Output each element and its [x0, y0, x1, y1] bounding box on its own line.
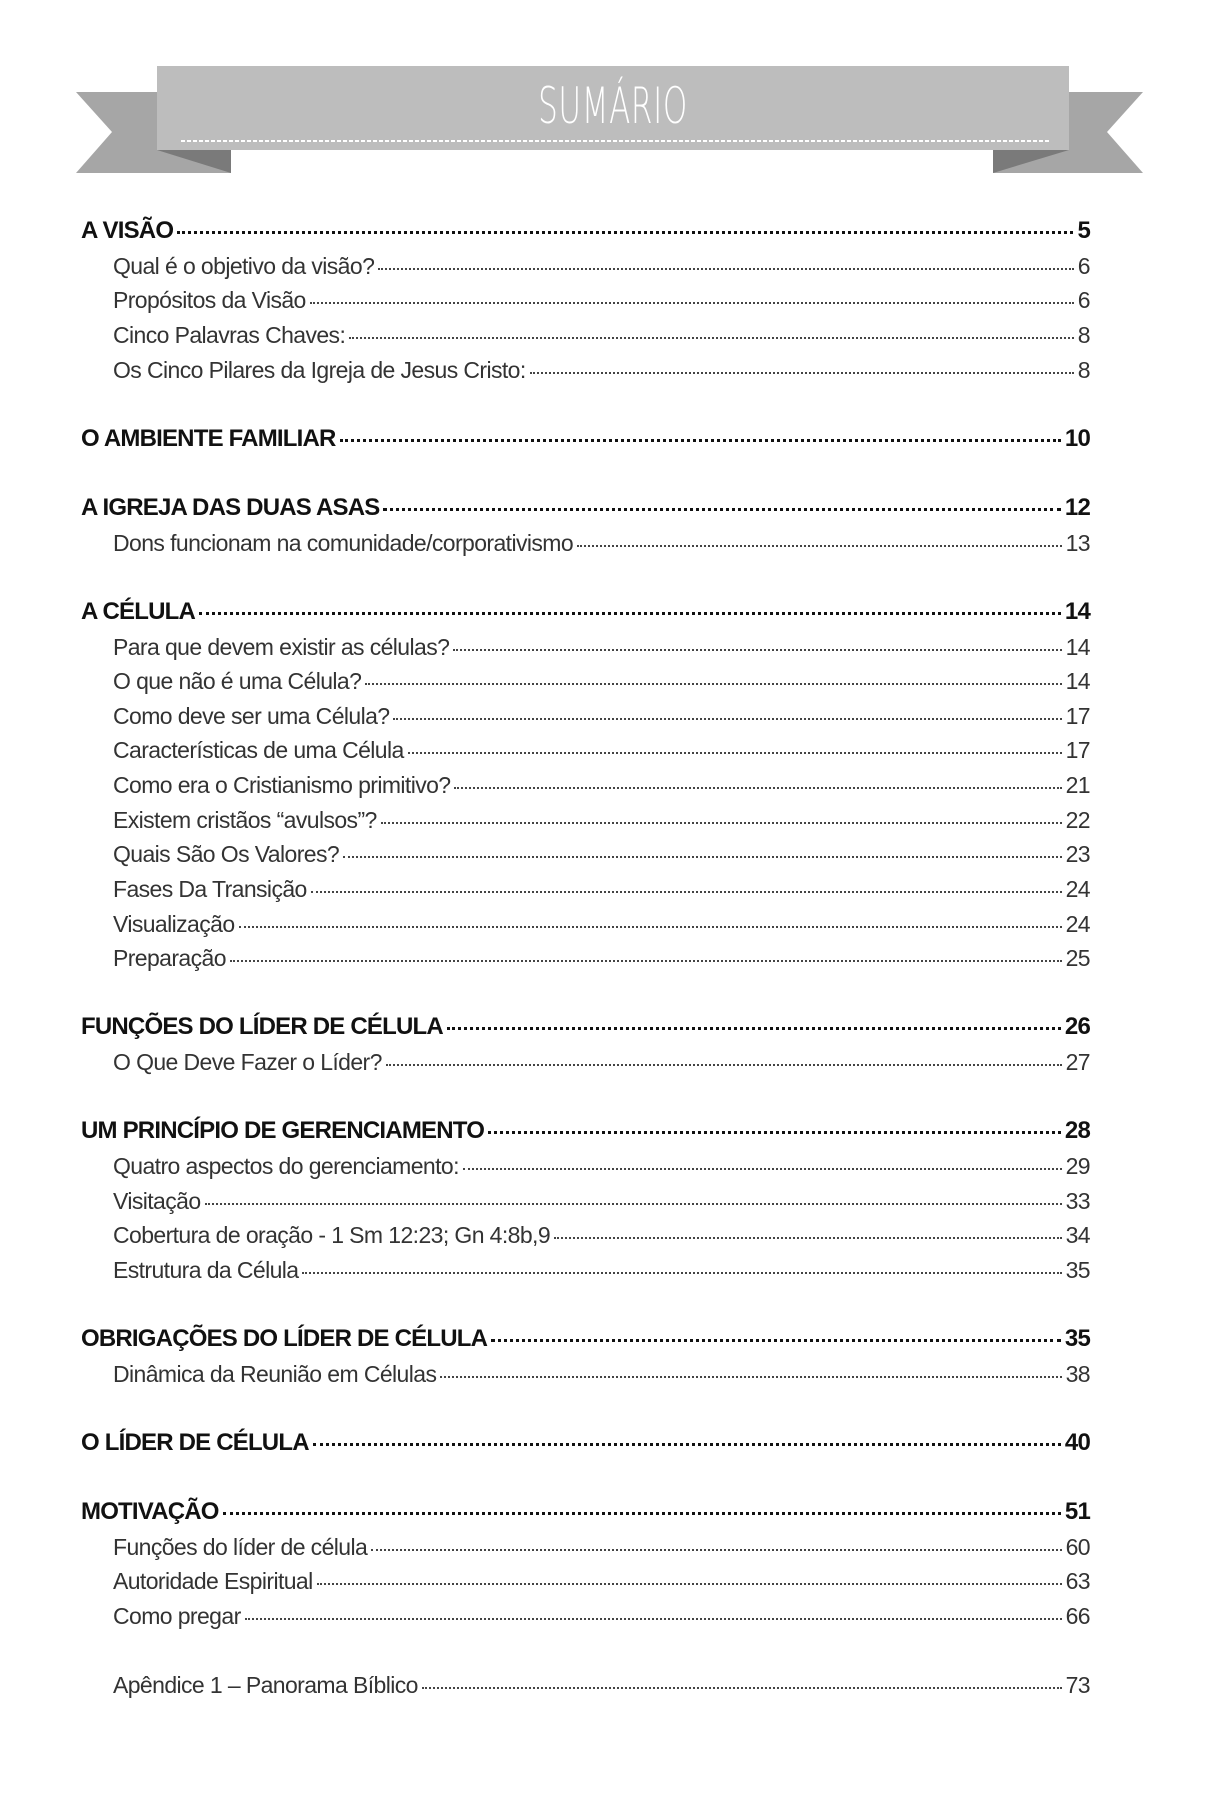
toc-entry-label: A VISÃO — [81, 217, 174, 244]
toc-entry-label: Estrutura da Célula — [113, 1256, 299, 1283]
toc-entry-label: Preparação — [113, 945, 226, 972]
toc-entry-label: Dinâmica da Reunião em Células — [113, 1360, 437, 1387]
toc-entry-label: Visualização — [113, 910, 235, 937]
toc-page-number: 73 — [1065, 1672, 1090, 1699]
toc-page-number: 28 — [1064, 1117, 1090, 1145]
toc-page-number: 24 — [1065, 910, 1090, 937]
toc-entry-label: O Que Deve Fazer o Líder? — [113, 1049, 382, 1075]
toc-page-number: 12 — [1064, 494, 1090, 521]
toc-page-number: 23 — [1065, 841, 1090, 868]
toc-subentry — [81, 941, 1090, 976]
toc-page-number: 60 — [1065, 1533, 1090, 1560]
toc-page-number: 21 — [1065, 772, 1090, 798]
toc-entry-label: Existem cristãos “avulsos”? — [113, 806, 377, 833]
toc-page-number: 29 — [1065, 1152, 1090, 1179]
toc-entry-label: Cinco Palavras Chaves: — [113, 321, 346, 348]
toc-page-number: 22 — [1065, 806, 1090, 833]
toc-subentry — [81, 664, 1090, 699]
toc-subentry — [81, 1357, 1090, 1392]
toc-page-number: 35 — [1064, 1325, 1090, 1352]
dot-leader — [343, 856, 1062, 858]
toc-subentry — [81, 872, 1090, 907]
toc-subentry — [81, 699, 1090, 734]
toc-section-entry — [81, 1114, 1090, 1149]
toc-subentry — [81, 803, 1090, 838]
dot-leader — [381, 822, 1062, 824]
dot-leader — [199, 612, 1061, 615]
toc-entry-label: Cobertura de oração - 1 Sm 12:23; Gn 4:8b,9 — [113, 1222, 551, 1249]
toc-entry-label: Quais São Os Valores? — [113, 841, 340, 868]
dot-leader — [223, 1512, 1061, 1515]
toc-entry-label: MOTIVAÇÃO — [81, 1498, 219, 1526]
toc-subentry — [81, 283, 1090, 318]
toc-entry-label: Como era o Cristianismo primitivo? — [113, 772, 451, 798]
dot-leader — [463, 1168, 1062, 1170]
toc-section-entry — [81, 214, 1090, 249]
toc-entry-label: Qual é o objetivo da visão? — [113, 252, 375, 279]
dot-leader — [310, 302, 1074, 304]
toc-entry-label: O AMBIENTE FAMILIAR — [81, 424, 336, 452]
toc-page-number: 8 — [1077, 321, 1090, 348]
toc-page-number: 5 — [1077, 217, 1090, 244]
toc-subentry — [81, 249, 1090, 284]
toc-page-number: 27 — [1065, 1049, 1090, 1075]
dot-leader — [440, 1376, 1061, 1378]
toc-page-number: 26 — [1064, 1013, 1090, 1041]
toc-section-entry — [81, 1322, 1090, 1357]
dot-leader — [177, 231, 1073, 234]
toc-subentry — [81, 353, 1090, 388]
toc-entry-label: Propósitos da Visão — [113, 287, 306, 314]
toc-page-number: 10 — [1064, 424, 1090, 452]
toc-entry-label: A IGREJA DAS DUAS ASAS — [81, 494, 380, 521]
toc-page-number: 66 — [1065, 1603, 1090, 1629]
toc-subentry — [81, 907, 1090, 942]
toc-subentry — [81, 1530, 1090, 1565]
toc-entry-label: Apêndice 1 – Panorama Bíblico — [113, 1672, 418, 1699]
dot-leader — [302, 1272, 1061, 1274]
dot-leader — [530, 372, 1074, 374]
toc-entry-label: Fases Da Transição — [113, 875, 307, 902]
dot-leader — [488, 1131, 1061, 1134]
toc-page-number: 51 — [1064, 1498, 1090, 1526]
toc-subentry — [81, 630, 1090, 665]
toc-subentry — [81, 1668, 1090, 1703]
toc-subentry — [81, 1184, 1090, 1219]
toc-subentry — [81, 837, 1090, 872]
toc-page-number: 24 — [1065, 875, 1090, 902]
toc-entry-label: Dons funcionam na comunidade/corporativismo — [113, 529, 574, 556]
dot-leader — [577, 545, 1062, 547]
dot-leader — [340, 439, 1061, 442]
table-of-contents — [81, 214, 1090, 1703]
toc-page-number: 13 — [1065, 529, 1090, 556]
toc-page-number: 25 — [1065, 945, 1090, 972]
toc-section-entry — [81, 491, 1090, 526]
toc-subentry — [81, 1045, 1090, 1080]
toc-page-number: 17 — [1065, 702, 1090, 729]
toc-subentry — [81, 1253, 1090, 1288]
dot-leader — [491, 1339, 1061, 1342]
toc-entry-label: Características de uma Célula — [113, 737, 404, 764]
toc-entry-label: FUNÇÕES DO LÍDER DE CÉLULA — [81, 1013, 443, 1041]
dot-leader — [239, 926, 1062, 928]
dot-leader — [422, 1687, 1062, 1689]
dot-leader — [408, 752, 1062, 754]
toc-subentry — [81, 768, 1090, 803]
toc-page-number: 33 — [1065, 1187, 1090, 1214]
toc-entry-label: OBRIGAÇÕES DO LÍDER DE CÉLULA — [81, 1325, 488, 1352]
dot-leader — [378, 268, 1074, 270]
dot-leader — [447, 1027, 1061, 1030]
toc-page-number: 14 — [1064, 597, 1090, 625]
toc-page-number: 6 — [1077, 252, 1090, 279]
dot-leader — [393, 718, 1061, 720]
toc-subentry — [81, 1218, 1090, 1253]
title-banner — [0, 0, 1212, 200]
toc-page-number: 8 — [1077, 356, 1090, 383]
toc-entry-label: Funções do líder de célula — [113, 1533, 368, 1560]
toc-section-entry — [81, 1010, 1090, 1045]
dot-leader — [371, 1549, 1061, 1551]
toc-subentry — [81, 1599, 1090, 1634]
toc-section-entry — [81, 1426, 1090, 1461]
page-title: SUMÁRIO — [538, 77, 688, 135]
toc-section-entry — [81, 1495, 1090, 1530]
dot-leader — [365, 683, 1061, 685]
toc-page-number: 17 — [1065, 737, 1090, 764]
toc-entry-label: UM PRINCÍPIO DE GERENCIAMENTO — [81, 1117, 485, 1145]
toc-entry-label: O que não é uma Célula? — [113, 668, 362, 695]
toc-page-number: 6 — [1077, 287, 1090, 314]
toc-subentry — [81, 526, 1090, 561]
toc-page-number: 35 — [1065, 1256, 1090, 1283]
dot-leader — [205, 1203, 1062, 1205]
dot-leader — [245, 1618, 1062, 1620]
dot-leader — [554, 1237, 1062, 1239]
toc-entry-label: Para que devem existir as células? — [113, 633, 450, 660]
toc-entry-label: A CÉLULA — [81, 597, 196, 625]
toc-page-number: 40 — [1064, 1428, 1090, 1456]
toc-page-number: 63 — [1065, 1568, 1090, 1595]
toc-entry-label: Os Cinco Pilares da Igreja de Jesus Cristo: — [113, 356, 526, 383]
dot-leader — [453, 649, 1061, 651]
toc-subentry — [81, 733, 1090, 768]
toc-section-entry — [81, 595, 1090, 630]
toc-entry-label: Como pregar — [113, 1603, 241, 1629]
toc-entry-label: Autoridade Espiritual — [113, 1568, 313, 1595]
toc-page-number: 14 — [1065, 668, 1090, 695]
toc-subentry — [81, 1149, 1090, 1184]
dot-leader — [349, 337, 1074, 339]
toc-entry-label: O LÍDER DE CÉLULA — [81, 1428, 309, 1456]
dot-leader — [454, 787, 1061, 789]
dot-leader — [230, 960, 1062, 962]
toc-subentry — [81, 1564, 1090, 1599]
toc-section-entry — [81, 422, 1090, 457]
toc-entry-label: Como deve ser uma Célula? — [113, 702, 390, 729]
dot-leader — [313, 1443, 1061, 1446]
dot-leader — [311, 891, 1062, 893]
dot-leader — [386, 1064, 1062, 1066]
toc-page-number: 14 — [1065, 633, 1090, 660]
dot-leader — [317, 1583, 1062, 1585]
toc-entry-label: Visitação — [113, 1187, 201, 1214]
toc-page-number: 38 — [1065, 1360, 1090, 1387]
toc-subentry — [81, 318, 1090, 353]
toc-entry-label: Quatro aspectos do gerenciamento: — [113, 1152, 459, 1179]
toc-page-number: 34 — [1065, 1222, 1090, 1249]
dot-leader — [383, 508, 1060, 511]
